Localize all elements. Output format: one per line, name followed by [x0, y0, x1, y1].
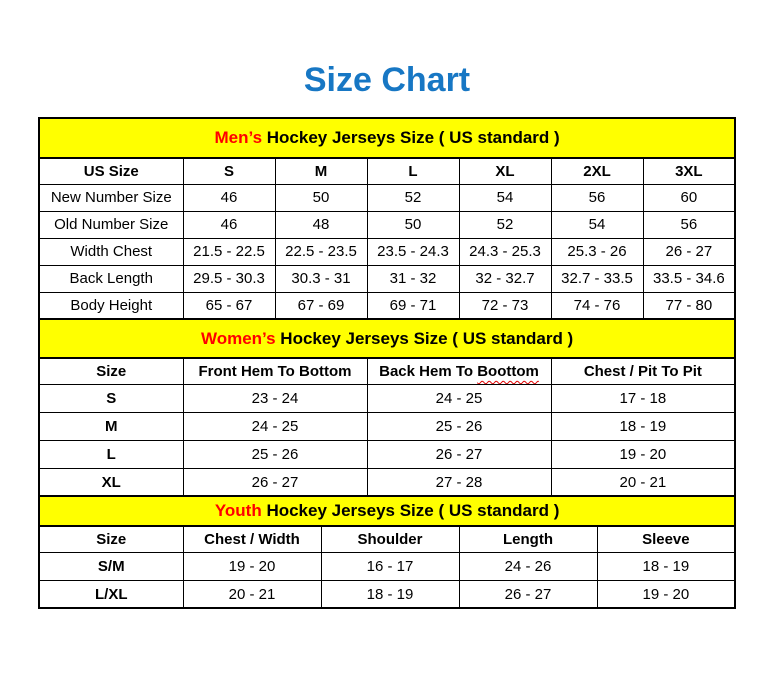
- table-row: [39, 412, 735, 440]
- table-row: [39, 384, 735, 412]
- column-header: Chest / Width: [183, 526, 321, 552]
- column-header: M: [275, 158, 367, 184]
- column-header: Sleeve: [597, 526, 735, 552]
- cell: 56: [551, 184, 643, 211]
- cell: 19 - 20: [597, 580, 735, 608]
- cell: 67 - 69: [275, 292, 367, 319]
- table-row: [39, 580, 735, 608]
- table-row: [39, 440, 735, 468]
- cell: 26 - 27: [459, 580, 597, 608]
- section-band-text: Hockey Jerseys Size ( US standard ): [275, 328, 574, 348]
- cell: 20 - 21: [551, 468, 735, 496]
- cell: 29.5 - 30.3: [183, 265, 275, 292]
- cell: 52: [367, 184, 459, 211]
- section-band-highlight: Women’s: [200, 328, 276, 348]
- size-chart-table: [38, 117, 736, 609]
- cell: 18 - 19: [597, 552, 735, 580]
- cell: 54: [459, 184, 551, 211]
- cell: 25.3 - 26: [551, 238, 643, 265]
- cell: 27 - 28: [367, 468, 551, 496]
- cell: 26 - 27: [367, 440, 551, 468]
- section-band-title-mens: [39, 118, 735, 158]
- misspelled-word: Boottom: [477, 363, 539, 381]
- page-title: Size Chart: [303, 61, 471, 99]
- cell: 24.3 - 25.3: [459, 238, 551, 265]
- section-band-youth: [39, 496, 735, 526]
- row-label: S: [39, 384, 183, 412]
- section-band-mens: [39, 118, 735, 158]
- cell: 32.7 - 33.5: [551, 265, 643, 292]
- cell: 56: [643, 211, 735, 238]
- cell: 48: [275, 211, 367, 238]
- row-label: Back Length: [39, 265, 183, 292]
- section-band-text: Hockey Jerseys Size ( US standard ): [262, 128, 560, 148]
- cell: 54: [551, 211, 643, 238]
- section-band-highlight: Youth: [214, 501, 262, 521]
- cell: 22.5 - 23.5: [275, 238, 367, 265]
- column-header: Length: [459, 526, 597, 552]
- column-header: Chest / Pit To Pit: [551, 358, 735, 384]
- document-page: [38, 0, 736, 609]
- row-label: XL: [39, 468, 183, 496]
- cell: 60: [643, 184, 735, 211]
- cell: 24 - 25: [183, 412, 367, 440]
- cell: 21.5 - 22.5: [183, 238, 275, 265]
- column-header: Size: [39, 526, 183, 552]
- column-header: Back Hem To Boottom: [367, 358, 551, 384]
- column-header: L: [367, 158, 459, 184]
- cell: 23 - 24: [183, 384, 367, 412]
- table-row: [39, 292, 735, 319]
- cell: 46: [183, 211, 275, 238]
- column-header: Size: [39, 358, 183, 384]
- section-band-title-womens: [39, 319, 735, 358]
- row-label: Width Chest: [39, 238, 183, 265]
- row-label: Old Number Size: [39, 211, 183, 238]
- column-header: 2XL: [551, 158, 643, 184]
- cell: 77 - 80: [643, 292, 735, 319]
- column-header: 3XL: [643, 158, 735, 184]
- column-header: XL: [459, 158, 551, 184]
- column-header: S: [183, 158, 275, 184]
- section-band-highlight: Men’s: [214, 128, 263, 148]
- table-row: [39, 265, 735, 292]
- column-header: US Size: [39, 158, 183, 184]
- cell: 16 - 17: [321, 552, 459, 580]
- table-row: [39, 552, 735, 580]
- cell: 19 - 20: [551, 440, 735, 468]
- header-row-womens: [39, 358, 735, 384]
- cell: 23.5 - 24.3: [367, 238, 459, 265]
- header-row-mens: [39, 158, 735, 184]
- column-header: Shoulder: [321, 526, 459, 552]
- column-header: Front Hem To Bottom: [183, 358, 367, 384]
- cell: 74 - 76: [551, 292, 643, 319]
- table-row: [39, 184, 735, 211]
- cell: 26 - 27: [643, 238, 735, 265]
- cell: 17 - 18: [551, 384, 735, 412]
- row-label: Body Height: [39, 292, 183, 319]
- cell: 65 - 67: [183, 292, 275, 319]
- cell: 18 - 19: [551, 412, 735, 440]
- cell: 69 - 71: [367, 292, 459, 319]
- header-row-youth: [39, 526, 735, 552]
- cell: 18 - 19: [321, 580, 459, 608]
- cell: 50: [367, 211, 459, 238]
- cell: 24 - 26: [459, 552, 597, 580]
- cell: 52: [459, 211, 551, 238]
- row-label: L: [39, 440, 183, 468]
- section-band-text: Hockey Jerseys Size ( US standard ): [261, 501, 560, 521]
- table-row: [39, 238, 735, 265]
- cell: 32 - 32.7: [459, 265, 551, 292]
- cell: 72 - 73: [459, 292, 551, 319]
- section-band-womens: [39, 319, 735, 358]
- row-label: S/M: [39, 552, 183, 580]
- cell: 20 - 21: [183, 580, 321, 608]
- cell: 33.5 - 34.6: [643, 265, 735, 292]
- section-band-title-youth: [39, 496, 735, 526]
- table-row: [39, 468, 735, 496]
- cell: 25 - 26: [183, 440, 367, 468]
- cell: 46: [183, 184, 275, 211]
- size-chart-body: [39, 118, 735, 608]
- cell: 24 - 25: [367, 384, 551, 412]
- row-label: New Number Size: [39, 184, 183, 211]
- cell: 50: [275, 184, 367, 211]
- cell: 31 - 32: [367, 265, 459, 292]
- cell: 26 - 27: [183, 468, 367, 496]
- row-label: M: [39, 412, 183, 440]
- cell: 19 - 20: [183, 552, 321, 580]
- row-label: L/XL: [39, 580, 183, 608]
- cell: 25 - 26: [367, 412, 551, 440]
- table-row: [39, 211, 735, 238]
- cell: 30.3 - 31: [275, 265, 367, 292]
